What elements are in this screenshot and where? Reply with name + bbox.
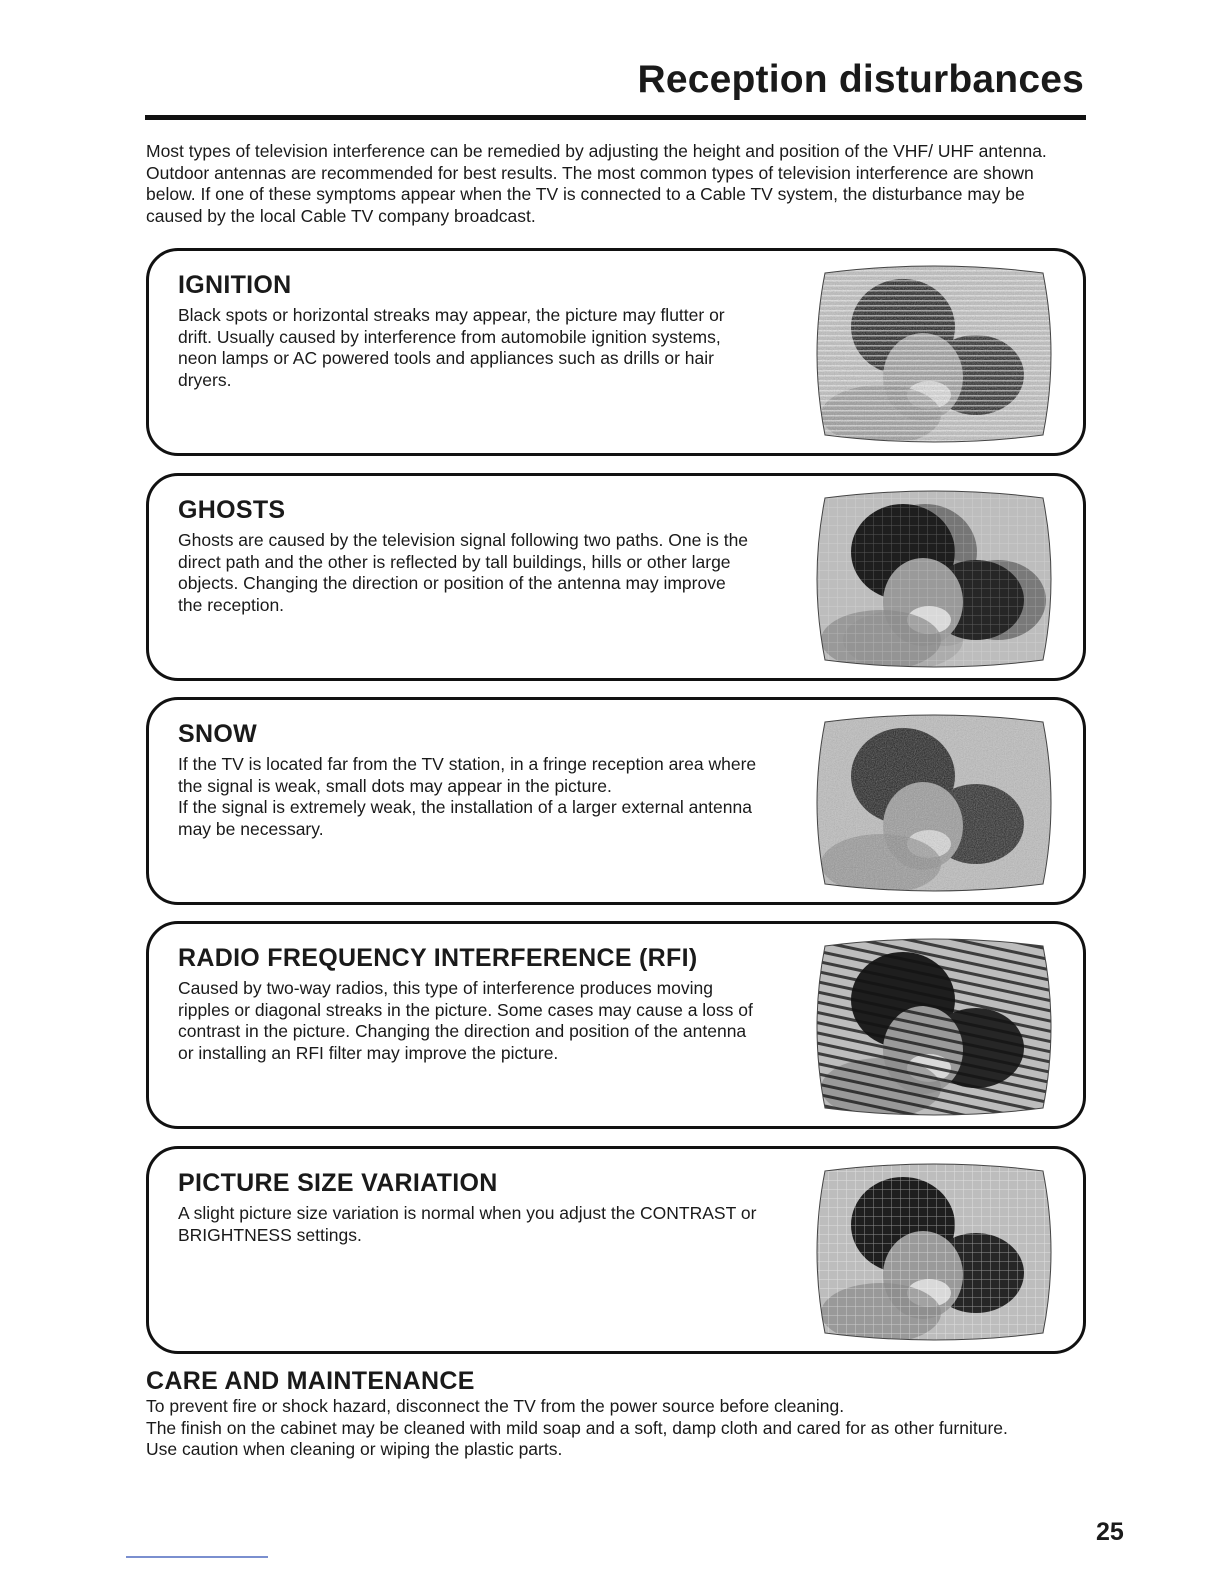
description-line: may be necessary. (178, 818, 324, 839)
description-line: BRIGHTNESS settings. (178, 1224, 362, 1245)
description-line: Caused by two-way radios, this type of interference produces moving (178, 978, 713, 998)
care-line: To prevent fire or shock hazard, disconnect the TV from the power source before cleaning. (146, 1396, 845, 1416)
intro-paragraph: Most types of television interference can be remedied by adjusting the height and position of the VHF/ UHF antenna. Outdoor antennas are recommended for best results. The most common types of television interference are shown below. If one of these symptoms appear when the TV is connected to a Cable TV system, the disturbance may be caused by the local Cable TV company broadcast. (146, 141, 1047, 226)
page-title: Reception disturbances (637, 58, 1084, 101)
page-number: 25 (1096, 1518, 1124, 1546)
section-description (178, 530, 798, 616)
description-line: the signal is weak, small dots may appear in the picture. (178, 775, 612, 796)
section-box-picture (146, 1146, 1086, 1354)
tv-screen-image (811, 265, 1057, 443)
section-description (178, 1203, 798, 1246)
care-heading: CARE AND MAINTENANCE (146, 1367, 475, 1395)
description-line: If the signal is extremely weak, the installation of a larger external antenna (178, 797, 752, 817)
care-line: Use caution when cleaning or wiping the plastic parts. (146, 1439, 563, 1459)
description-line: contrast in the picture. Changing the direction and position of the antenna (178, 1021, 747, 1041)
description-line: Ghosts are caused by the television signal following two paths. One is the (178, 530, 749, 550)
description-line: neon lamps or AC powered tools and appliances such as drills or hair (178, 348, 714, 368)
section-box-snow (146, 697, 1086, 905)
description-line: the reception. (178, 594, 285, 615)
description-line: or installing an RFI filter may improve the picture. (178, 1042, 559, 1063)
section-description (178, 305, 798, 391)
section-box-ghosts (146, 473, 1086, 681)
tv-screen-image (811, 1163, 1057, 1341)
description-line: dryers. (178, 369, 232, 390)
section-heading: SNOW (178, 720, 257, 748)
section-box-ignition (146, 248, 1086, 456)
care-paragraph (146, 1396, 1096, 1461)
care-line: The finish on the cabinet may be cleaned with mild soap and a soft, damp cloth and cared for as other furniture. (146, 1417, 1008, 1438)
tv-screen-image (811, 490, 1057, 668)
tv-screen-image (811, 938, 1057, 1116)
section-heading: IGNITION (178, 271, 292, 299)
description-line: objects. Changing the direction or position of the antenna may improve (178, 573, 726, 593)
description-line: A slight picture size variation is normal when you adjust the CONTRAST or (178, 1203, 757, 1223)
section-description (178, 978, 798, 1064)
description-line: ripples or diagonal streaks in the picture. Some cases may cause a loss of (178, 999, 753, 1020)
description-line: direct path and the other is reflected by tall buildings, hills or other large (178, 551, 731, 572)
title-rule (145, 115, 1086, 120)
section-heading: PICTURE SIZE VARIATION (178, 1169, 498, 1197)
section-heading: RADIO FREQUENCY INTERFERENCE (RFI) (178, 944, 698, 972)
description-line: Black spots or horizontal streaks may appear, the picture may flutter or (178, 305, 725, 325)
section-box-radio (146, 921, 1086, 1129)
description-line: drift. Usually caused by interference from automobile ignition systems, (178, 326, 721, 347)
footer-line (126, 1556, 268, 1558)
section-description (178, 754, 798, 840)
description-line: If the TV is located far from the TV station, in a fringe reception area where (178, 754, 757, 774)
tv-screen-image (811, 714, 1057, 892)
section-heading: GHOSTS (178, 496, 286, 524)
